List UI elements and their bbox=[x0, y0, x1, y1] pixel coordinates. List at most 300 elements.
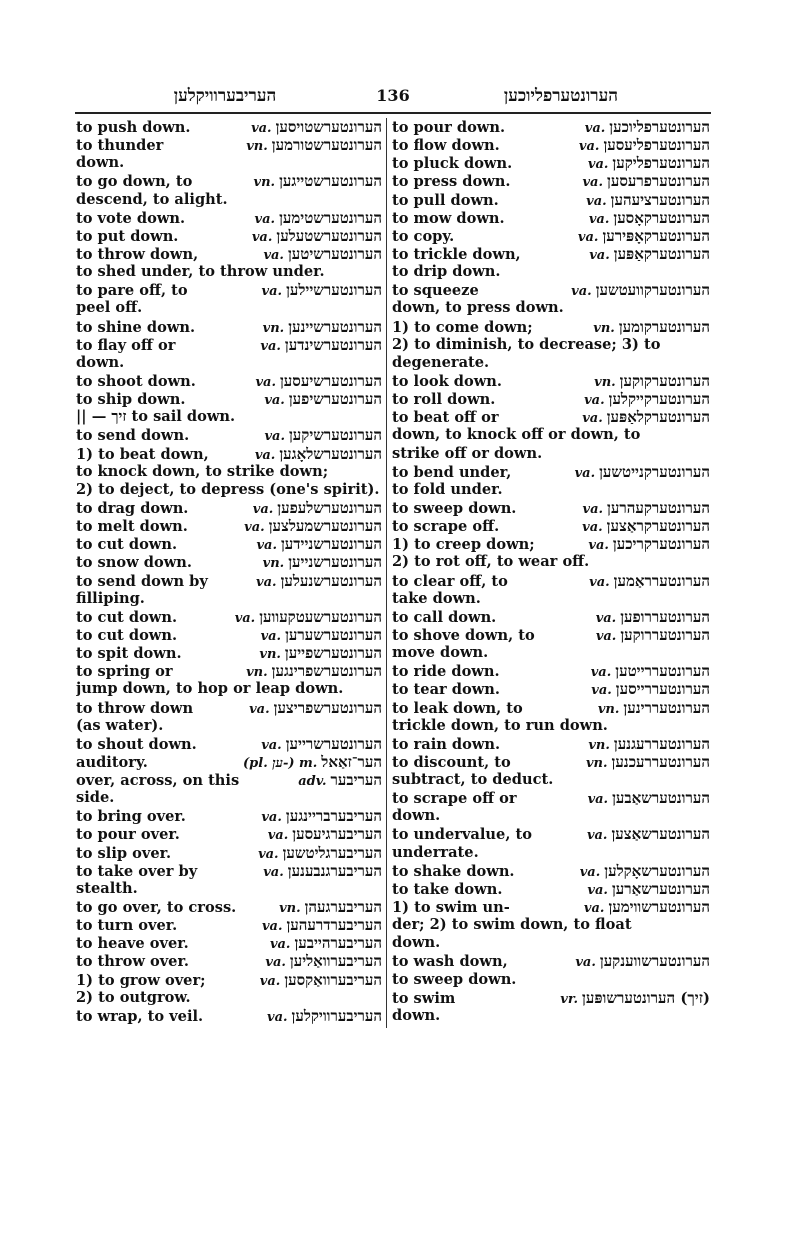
dictionary-entry-line bbox=[76, 862, 382, 880]
dictionary-entry-line bbox=[76, 825, 382, 843]
column-divider bbox=[386, 118, 387, 1028]
dictionary-entry-line bbox=[392, 372, 710, 390]
english-gloss: 2) to rot off, to wear off. bbox=[392, 553, 590, 571]
part-of-speech: va. bbox=[586, 828, 608, 844]
dictionary-entry-line bbox=[392, 172, 710, 190]
part-of-speech: va. bbox=[251, 121, 272, 136]
dictionary-entry-line bbox=[392, 662, 710, 680]
yiddish-headword: העריבערוואַליען bbox=[289, 952, 382, 971]
dictionary-entry-line bbox=[392, 989, 710, 1007]
english-gloss: to melt down. bbox=[76, 518, 188, 536]
part-of-speech: (pl. ען-) m. bbox=[243, 755, 318, 771]
part-of-speech: va. bbox=[267, 828, 289, 844]
dictionary-entry-line bbox=[392, 517, 710, 535]
english-gloss: degenerate. bbox=[392, 353, 490, 371]
english-gloss: to wash down, bbox=[392, 953, 508, 971]
english-gloss: to press down. bbox=[392, 173, 511, 191]
yiddish-headword: הערונטערקאָסען bbox=[613, 208, 710, 227]
english-gloss: to pare off, to bbox=[76, 282, 188, 300]
yiddish-headword: הערונטערציעהען bbox=[610, 190, 710, 209]
english-gloss: to wrap, to veil. bbox=[76, 1007, 204, 1025]
dictionary-entry-line bbox=[392, 789, 710, 807]
part-of-speech: va. bbox=[595, 610, 617, 626]
english-gloss: to sweep down. bbox=[392, 970, 517, 988]
dictionary-entry-line bbox=[392, 735, 710, 753]
continuation-line bbox=[392, 354, 710, 372]
english-gloss: to thunder bbox=[76, 137, 164, 155]
dictionary-entry-line bbox=[392, 281, 710, 299]
yiddish-headword: הערונטערפליקען bbox=[612, 154, 710, 173]
part-of-speech: va. bbox=[252, 501, 274, 517]
yiddish-headword: הער־זאַאל bbox=[321, 752, 382, 771]
english-gloss: to pull down. bbox=[392, 191, 499, 209]
yiddish-headword: העריבערגעהן bbox=[304, 898, 382, 917]
part-of-speech: va. bbox=[256, 574, 277, 590]
dictionary-entry-line bbox=[392, 825, 710, 843]
english-gloss: to heave over. bbox=[76, 935, 189, 953]
continuation-line bbox=[392, 934, 710, 952]
continuation-line bbox=[392, 916, 710, 934]
english-gloss: to cut down. bbox=[76, 626, 178, 644]
part-of-speech: va. bbox=[260, 338, 281, 354]
continuation-line bbox=[76, 299, 382, 317]
yiddish-headword: הערונטערשמעלצען bbox=[268, 517, 382, 536]
dictionary-entry-line bbox=[76, 1007, 382, 1025]
english-gloss: to swim bbox=[392, 989, 456, 1007]
dictionary-entry-line bbox=[76, 318, 382, 336]
part-of-speech: va. bbox=[586, 193, 607, 209]
part-of-speech: vn. bbox=[593, 320, 615, 336]
dictionary-entry-line bbox=[76, 916, 382, 934]
english-gloss: to cut down. bbox=[76, 608, 178, 626]
english-gloss: 1) to swim un- bbox=[392, 899, 510, 917]
continuation-line bbox=[76, 717, 382, 735]
part-of-speech: va. bbox=[588, 538, 609, 554]
part-of-speech: vn. bbox=[585, 755, 608, 771]
part-of-speech: va. bbox=[575, 955, 596, 971]
part-of-speech: va. bbox=[582, 411, 603, 427]
dictionary-entry-line bbox=[76, 445, 382, 463]
yiddish-headword: הערונטעררופען bbox=[620, 607, 710, 626]
yiddish-headword: הערונטעררינען bbox=[623, 698, 710, 717]
english-gloss: to bend under, bbox=[392, 463, 512, 481]
english-gloss: to go over, to cross. bbox=[76, 899, 237, 917]
yiddish-headword: הערונטערשרייען bbox=[285, 734, 382, 753]
part-of-speech: va. bbox=[260, 628, 282, 644]
dictionary-entry-line bbox=[76, 390, 382, 408]
english-gloss: to flow down. bbox=[392, 137, 500, 155]
dictionary-entry-line bbox=[392, 680, 710, 698]
yiddish-headword: הערונטערשטייגען bbox=[279, 172, 382, 191]
dictionary-entry-line bbox=[392, 753, 710, 771]
yiddish-headword: העריבערגנבענען bbox=[287, 861, 382, 880]
english-gloss: to go down, to bbox=[76, 173, 193, 191]
english-gloss: to scrape off. bbox=[392, 518, 500, 536]
yiddish-headword: הערונטערשאַבען bbox=[612, 789, 710, 808]
english-gloss: move down. bbox=[392, 644, 489, 662]
english-gloss: down, to press down. bbox=[392, 299, 564, 317]
part-of-speech: vn. bbox=[597, 701, 620, 717]
part-of-speech: va. bbox=[579, 864, 601, 880]
part-of-speech: va. bbox=[261, 919, 283, 935]
part-of-speech: vn. bbox=[253, 175, 276, 191]
part-of-speech: va. bbox=[582, 175, 604, 191]
english-gloss: side. bbox=[76, 789, 115, 807]
dictionary-entry-line bbox=[392, 209, 710, 227]
dictionary-entry-line bbox=[392, 191, 710, 209]
english-gloss: down. bbox=[392, 934, 441, 952]
part-of-speech: va. bbox=[590, 665, 612, 681]
english-gloss: underrate. bbox=[392, 843, 479, 861]
yiddish-headword: הערונטערשנייען bbox=[288, 553, 382, 572]
dictionary-entry-line bbox=[76, 952, 382, 970]
english-gloss: to bring over. bbox=[76, 808, 186, 826]
yiddish-headword: הערונטערשנעלען bbox=[280, 571, 382, 590]
english-gloss: to send down. bbox=[76, 427, 190, 445]
dictionary-entry-line bbox=[76, 517, 382, 535]
english-gloss: 2) to outgrow. bbox=[76, 988, 191, 1006]
part-of-speech: va. bbox=[574, 465, 596, 481]
yiddish-headword: הערונטערראַמען bbox=[613, 571, 710, 590]
dictionary-entry-line bbox=[76, 626, 382, 644]
yiddish-headword: הערונטערשטויסען bbox=[275, 118, 382, 136]
yiddish-headword: הערונטערשיעסען bbox=[279, 371, 382, 390]
yiddish-headword: הערונטערקריכען bbox=[612, 535, 710, 554]
yiddish-headword: הערונטערשיילען bbox=[286, 281, 382, 300]
yiddish-headword: הערונטערשניידען bbox=[280, 535, 382, 554]
part-of-speech: va. bbox=[251, 229, 273, 245]
continuation-line bbox=[76, 789, 382, 807]
dictionary-entry-line bbox=[392, 245, 710, 263]
english-gloss: to pour down. bbox=[392, 119, 506, 136]
dictionary-entry-line bbox=[392, 154, 710, 172]
english-gloss: to drag down. bbox=[76, 499, 189, 517]
part-of-speech: va. bbox=[591, 683, 612, 699]
dictionary-entry-line bbox=[76, 844, 382, 862]
yiddish-headword: הערונטערשערען bbox=[285, 625, 382, 644]
english-gloss: to ship down. bbox=[76, 391, 186, 409]
yiddish-headword: הערונטעררעכנען bbox=[611, 752, 710, 771]
part-of-speech: va. bbox=[571, 284, 592, 300]
english-gloss: to look down. bbox=[392, 372, 502, 390]
yiddish-headword: הערונטערשטורמען bbox=[271, 136, 382, 155]
english-gloss: 1) to creep down; bbox=[392, 536, 535, 554]
yiddish-headword: הערונטערקלאַפּען bbox=[606, 408, 710, 427]
english-gloss: down. bbox=[76, 353, 125, 371]
yiddish-headword: הערונטערשווענקען bbox=[599, 952, 710, 971]
dictionary-entry-line bbox=[76, 771, 382, 789]
continuation-line bbox=[76, 590, 382, 608]
continuation-line bbox=[392, 644, 710, 662]
continuation-line bbox=[76, 191, 382, 209]
yiddish-headword: הערונטערקוועטשען bbox=[595, 281, 710, 300]
part-of-speech: va. bbox=[234, 610, 256, 626]
continuation-line bbox=[76, 989, 382, 1007]
dictionary-entry-line bbox=[76, 535, 382, 553]
dictionary-entry-line bbox=[76, 281, 382, 299]
part-of-speech: va. bbox=[578, 139, 600, 155]
english-gloss: descend, to alight. bbox=[76, 190, 228, 208]
dictionary-entry-line bbox=[76, 807, 382, 825]
yiddish-headword: העריבערוויקלען bbox=[291, 1006, 382, 1025]
english-gloss: to leak down, to bbox=[392, 699, 523, 717]
english-gloss: down. bbox=[392, 1006, 441, 1024]
continuation-line bbox=[76, 680, 382, 698]
english-gloss: to ride down. bbox=[392, 663, 500, 681]
dictionary-entry-line bbox=[392, 699, 710, 717]
english-gloss: to shine down. bbox=[76, 318, 196, 336]
english-gloss: to undervalue, to bbox=[392, 826, 532, 844]
part-of-speech: va. bbox=[269, 937, 291, 953]
english-gloss: to send down by bbox=[76, 572, 208, 590]
yiddish-headword: הערונטערשלאָגען bbox=[279, 444, 382, 463]
dictionary-entry-line bbox=[76, 209, 382, 227]
english-gloss: to turn over. bbox=[76, 917, 178, 935]
part-of-speech: va. bbox=[589, 574, 610, 590]
dictionary-entry-line bbox=[392, 318, 710, 336]
left-column bbox=[76, 118, 382, 1025]
yiddish-headword: הערונטעררייסען bbox=[615, 680, 710, 699]
yiddish-headword: הערונטערפליוכען bbox=[609, 118, 710, 136]
english-gloss: to shake down. bbox=[392, 862, 515, 880]
dictionary-entry-line bbox=[76, 934, 382, 952]
yiddish-headword: הערונטערשעטקעווען bbox=[259, 607, 382, 626]
dictionary-entry-line bbox=[392, 227, 710, 245]
dictionary-entry-line bbox=[392, 572, 710, 590]
yiddish-headword: הערונטערקייקלען bbox=[608, 390, 710, 409]
english-gloss: to push down. bbox=[76, 119, 191, 136]
yiddish-headword: העריבערגליטשען bbox=[282, 843, 382, 862]
continuation-line bbox=[392, 481, 710, 499]
part-of-speech: va. bbox=[261, 737, 282, 753]
part-of-speech: vn. bbox=[279, 901, 301, 917]
english-gloss: over, across, on this bbox=[76, 772, 240, 790]
part-of-speech: va. bbox=[584, 393, 605, 409]
english-gloss: 1) to beat down, bbox=[76, 445, 209, 463]
english-gloss: to snow down. bbox=[76, 554, 192, 572]
part-of-speech: vn. bbox=[246, 665, 268, 681]
dictionary-entry-line bbox=[392, 880, 710, 898]
right-column bbox=[392, 118, 710, 1025]
part-of-speech: va. bbox=[261, 810, 282, 826]
english-gloss: to cut down. bbox=[76, 536, 178, 554]
part-of-speech: va. bbox=[587, 882, 608, 898]
english-gloss: to throw down bbox=[76, 699, 194, 717]
dictionary-entry-line bbox=[76, 735, 382, 753]
continuation-line bbox=[76, 481, 382, 499]
english-gloss: 2) to deject, to depress (one's spirit). bbox=[76, 480, 380, 498]
part-of-speech: va. bbox=[595, 628, 617, 644]
dictionary-entry-line bbox=[76, 699, 382, 717]
continuation-line bbox=[392, 717, 710, 735]
english-gloss: to tear down. bbox=[392, 681, 500, 699]
dictionary-entry-line bbox=[76, 227, 382, 245]
english-gloss: to rain down. bbox=[392, 735, 501, 753]
yiddish-headword: הערונטערשיטען bbox=[287, 244, 382, 263]
yiddish-headword: העריבערהייבען bbox=[294, 934, 382, 953]
dictionary-entry-line bbox=[76, 971, 382, 989]
part-of-speech: vn. bbox=[262, 320, 285, 336]
english-gloss: 2) to diminish, to decrease; 3) to bbox=[392, 335, 661, 353]
english-gloss: strike off or down. bbox=[392, 444, 543, 462]
dictionary-entry-line bbox=[392, 535, 710, 553]
english-gloss: take down. bbox=[392, 589, 481, 607]
yiddish-headword: הערונטערשאָקלען bbox=[604, 861, 710, 880]
part-of-speech: vr. bbox=[560, 991, 579, 1007]
yiddish-headword: הערונטערקנייטשען bbox=[599, 462, 710, 481]
english-gloss: stealth. bbox=[76, 879, 138, 897]
part-of-speech: va. bbox=[244, 520, 265, 536]
continuation-line bbox=[392, 590, 710, 608]
continuation-line bbox=[392, 971, 710, 989]
part-of-speech: va. bbox=[263, 247, 284, 263]
yiddish-headword: העריבערוואַקסען bbox=[284, 970, 382, 989]
english-gloss: to pluck down. bbox=[392, 155, 513, 173]
dictionary-entry-line bbox=[392, 626, 710, 644]
yiddish-headword: הערונטעררעגנען bbox=[613, 734, 710, 753]
english-gloss: || — זיך to sail down. bbox=[76, 408, 236, 426]
english-gloss: to throw down, bbox=[76, 245, 199, 263]
yiddish-headword: הערונטערשיקען bbox=[288, 426, 382, 445]
part-of-speech: va. bbox=[584, 121, 606, 136]
part-of-speech: adv. bbox=[298, 774, 327, 790]
english-gloss: to throw over. bbox=[76, 953, 189, 971]
english-gloss: to sweep down. bbox=[392, 499, 517, 517]
part-of-speech: va. bbox=[261, 284, 283, 300]
english-gloss: to beat off or bbox=[392, 409, 499, 427]
continuation-line bbox=[76, 354, 382, 372]
continuation-line bbox=[392, 844, 710, 862]
part-of-speech: vn. bbox=[246, 139, 268, 155]
dictionary-entry-line bbox=[392, 608, 710, 626]
english-gloss: to flay off or bbox=[76, 336, 176, 354]
part-of-speech: va. bbox=[582, 520, 603, 536]
dictionary-entry-line bbox=[76, 572, 382, 590]
dictionary-entry-line bbox=[76, 608, 382, 626]
yiddish-headword: הערונטערקעהרען bbox=[607, 498, 710, 517]
english-gloss: to vote down. bbox=[76, 209, 186, 227]
yiddish-headword: הערונטערשטעלען bbox=[276, 226, 382, 245]
yiddish-headword: הערונטערפליעסען bbox=[603, 136, 710, 155]
dictionary-entry-line bbox=[76, 499, 382, 517]
part-of-speech: va. bbox=[582, 501, 604, 517]
part-of-speech: va. bbox=[264, 429, 285, 445]
part-of-speech: vn. bbox=[262, 556, 285, 572]
english-gloss: down. bbox=[392, 807, 441, 825]
english-gloss: to trickle down, bbox=[392, 245, 521, 263]
dictionary-entry-line bbox=[76, 644, 382, 662]
english-gloss: to scrape off or bbox=[392, 790, 517, 808]
continuation-line bbox=[392, 807, 710, 825]
english-gloss: to shout down. bbox=[76, 735, 197, 753]
continuation-line bbox=[392, 1007, 710, 1025]
yiddish-headword: הערונטערשפריצען bbox=[273, 698, 382, 717]
english-gloss: 1) to grow over; bbox=[76, 971, 206, 989]
dictionary-entry-line bbox=[76, 336, 382, 354]
english-gloss: (as water). bbox=[76, 716, 164, 734]
dictionary-entry-line bbox=[76, 118, 382, 136]
yiddish-headword: הערונטערשפייען bbox=[284, 644, 382, 663]
english-gloss: der; 2) to swim down, to float bbox=[392, 916, 632, 934]
dictionary-entry-line bbox=[76, 553, 382, 571]
dictionary-entry-line bbox=[76, 372, 382, 390]
english-gloss: down. bbox=[76, 154, 125, 172]
dictionary-entry-line bbox=[76, 172, 382, 190]
page-header bbox=[75, 84, 711, 114]
english-gloss: to put down. bbox=[76, 227, 179, 245]
part-of-speech: va. bbox=[583, 901, 605, 917]
english-gloss: jump down, to hop or leap down. bbox=[76, 680, 344, 698]
dictionary-entry-line bbox=[76, 898, 382, 916]
english-gloss: to take down. bbox=[392, 880, 503, 898]
yiddish-headword: הערונטערקאָפּירען bbox=[602, 226, 710, 245]
dictionary-entry-line bbox=[76, 662, 382, 680]
english-gloss: to mow down. bbox=[392, 209, 505, 227]
yiddish-headword: הערונטעררוקען bbox=[620, 625, 710, 644]
english-gloss: to copy. bbox=[392, 227, 455, 245]
part-of-speech: va. bbox=[587, 157, 609, 173]
part-of-speech: va. bbox=[577, 229, 599, 245]
english-gloss: to pour over. bbox=[76, 826, 180, 844]
english-gloss: to roll down. bbox=[392, 391, 496, 409]
dictionary-entry-line bbox=[392, 118, 710, 136]
yiddish-headword: הערונטערשיפען bbox=[288, 390, 382, 409]
page-number: 136 bbox=[376, 86, 410, 105]
continuation-line bbox=[76, 154, 382, 172]
continuation-line bbox=[76, 263, 382, 281]
continuation-line bbox=[392, 553, 710, 571]
continuation-line bbox=[76, 880, 382, 898]
part-of-speech: va. bbox=[587, 792, 609, 808]
continuation-line bbox=[392, 336, 710, 354]
english-gloss: to spit down. bbox=[76, 645, 182, 663]
english-gloss: filliping. bbox=[76, 589, 145, 607]
continuation-line bbox=[392, 426, 710, 444]
dictionary-entry-line bbox=[392, 408, 710, 426]
english-gloss: to squeeze bbox=[392, 282, 479, 300]
continuation-line bbox=[392, 771, 710, 789]
part-of-speech: va. bbox=[254, 447, 276, 463]
continuation-line bbox=[392, 263, 710, 281]
english-gloss: peel off. bbox=[76, 299, 143, 317]
english-gloss: trickle down, to run down. bbox=[392, 716, 608, 734]
english-gloss: to fold under. bbox=[392, 480, 503, 498]
left-running-head: העריבערוויקלען bbox=[173, 86, 277, 106]
yiddish-headword: העריבערדרעהען bbox=[286, 916, 382, 935]
part-of-speech: va. bbox=[588, 211, 610, 227]
yiddish-headword: העריבערגיעסען bbox=[292, 825, 382, 844]
part-of-speech: va. bbox=[589, 247, 610, 263]
continuation-line bbox=[392, 299, 710, 317]
english-gloss: to take over by bbox=[76, 862, 198, 880]
english-gloss: to drip down. bbox=[392, 263, 501, 281]
english-gloss: auditory. bbox=[76, 753, 148, 771]
yiddish-headword: הערונטערקאַפּען bbox=[613, 244, 710, 263]
dictionary-entry-line bbox=[76, 245, 382, 263]
english-gloss: to clear off, to bbox=[392, 572, 508, 590]
english-gloss: to slip over. bbox=[76, 844, 172, 862]
yiddish-headword: העריבערבריינגען bbox=[285, 807, 382, 826]
part-of-speech: va. bbox=[258, 846, 279, 862]
yiddish-headword: הערונטערקוקען bbox=[619, 371, 710, 390]
yiddish-headword: הערונטערשינדען bbox=[284, 335, 382, 354]
part-of-speech: va. bbox=[259, 973, 281, 989]
yiddish-headword: (זיך) הערונטערשופּען bbox=[582, 988, 710, 1007]
yiddish-headword: הערונטערקומען bbox=[618, 317, 710, 336]
yiddish-headword: הערונטערפרעסען bbox=[607, 172, 710, 191]
english-gloss: subtract, to deduct. bbox=[392, 771, 554, 789]
dictionary-entry-line bbox=[76, 426, 382, 444]
